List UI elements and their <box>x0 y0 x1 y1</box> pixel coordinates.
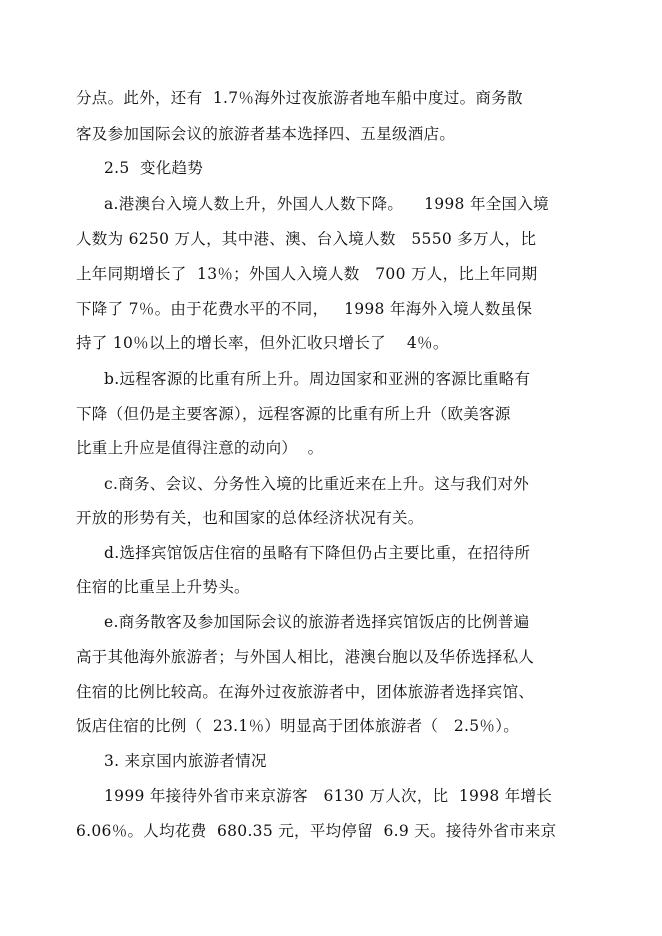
paragraph-line: 6.06％。人均花费 680.35 元，平均停留 6.9 天。接待外省市来京 <box>76 822 557 840</box>
text-line: 分点。此外，还有 1.7％海外过夜旅游者地车船中度过。商务散 <box>76 89 523 107</box>
paragraph-b-line: 比重上升应是值得注意的动向） 。 <box>76 439 324 457</box>
paragraph-c-line: c.商务、会议、分务性入境的比重近来在上升。这与我们对外 <box>104 475 530 493</box>
paragraph-d-line: d.选择宾馆饭店住宿的虽略有下降但仍占主要比重，在招待所 <box>104 544 531 562</box>
paragraph-e-line: 住宿的比例比较高。在海外过夜旅游者中，团体旅游者选择宾馆、 <box>76 683 535 701</box>
paragraph-e-line: e.商务散客及参加国际会议的旅游者选择宾馆饭店的比例普遍 <box>104 613 530 631</box>
paragraph-a-line: 上年同期增长了 13％；外国人入境人数 700 万人，比上年同期 <box>76 265 538 283</box>
section-heading: 2.5 变化趋势 <box>104 159 204 177</box>
paragraph-line: 1999 年接待外省市来京游客 6130 万人次，比 1998 年增长 <box>104 787 553 805</box>
paragraph-d-line: 住宿的比重呈上升势头。 <box>76 578 250 596</box>
text-line: 客及参加国际会议的旅游者基本选择四、五星级酒店。 <box>76 125 456 143</box>
paragraph-a-line: 持了 10％以上的增长率，但外汇收只增长了 4％。 <box>76 334 449 352</box>
section-heading: 3. 来京国内旅游者情况 <box>104 752 267 770</box>
paragraph-e-line: 高于其他海外旅游者；与外国人相比，港澳台胞以及华侨选择私人 <box>76 648 535 666</box>
paragraph-c-line: 开放的形势有关，也和国家的总体经济状况有关。 <box>76 509 424 527</box>
paragraph-a-line: 下降了 7％。由于花费水平的不同， 1998 年海外入境人数虽保 <box>76 300 533 318</box>
paragraph-a-line: a.港澳台入境人数上升，外国人人数下降。 1998 年全国入境 <box>104 195 549 213</box>
paragraph-e-line: 饭店住宿的比例（ 23.1％）明显高于团体旅游者（ 2.5％）。 <box>76 717 520 735</box>
paragraph-a-line: 人数为 6250 万人，其中港、澳、台入境人数 5550 多万人，比 <box>76 230 537 248</box>
paragraph-b-line: b.远程客源的比重有所上升。周边国家和亚洲的客源比重略有 <box>104 370 531 388</box>
paragraph-b-line: 下降（但仍是主要客源），远程客源的比重有所上升（欧美客源 <box>76 405 511 423</box>
